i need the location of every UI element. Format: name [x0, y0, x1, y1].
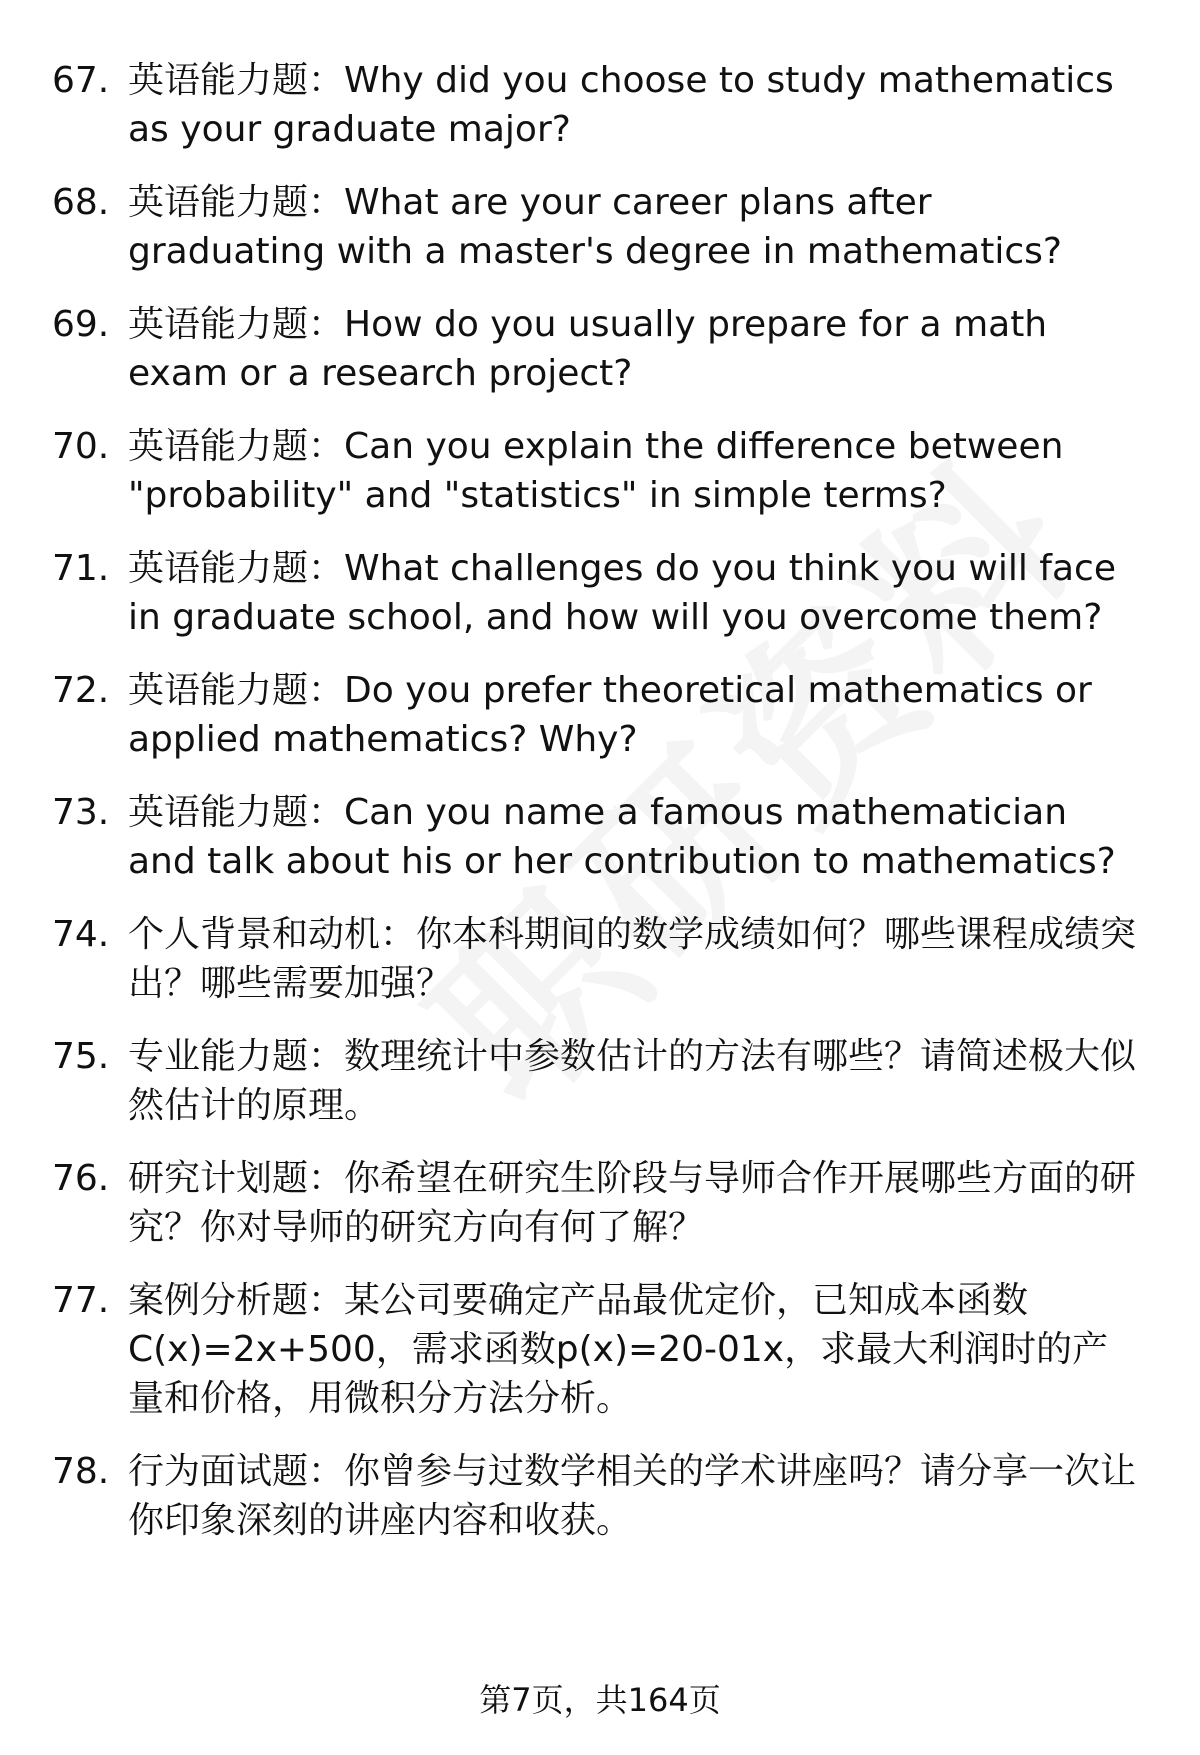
question-item	[52, 910, 1152, 1008]
question-number: 69.	[52, 304, 110, 345]
question-text: 案例分析题：某公司要确定产品最优定价，已知成本函数C(x)=2x+500，需求函数p(x)=20-01x，求最大利润时的产量和价格，用微积分方法分析。	[128, 1280, 1109, 1419]
question-number: 76.	[52, 1158, 110, 1199]
question-item	[52, 1447, 1152, 1545]
question-item	[52, 300, 1152, 398]
question-text: 行为面试题：你曾参与过数学相关的学术讲座吗？请分享一次让你印象深刻的讲座内容和收获。	[128, 1451, 1137, 1541]
question-number: 67.	[52, 60, 110, 101]
question-item	[52, 422, 1152, 520]
question-item	[52, 1154, 1152, 1252]
question-text: 英语能力题：How do you usually prepare for a math exam or a research project?	[128, 304, 1048, 394]
question-number: 77.	[52, 1280, 110, 1321]
question-text: 专业能力题：数理统计中参数估计的方法有哪些？请简述极大似然估计的原理。	[128, 1036, 1137, 1126]
question-number: 73.	[52, 792, 110, 833]
question-text: 英语能力题：Do you prefer theoretical mathematics or applied mathematics? Why?	[128, 670, 1092, 760]
question-text: 英语能力题：Can you explain the difference between "probability" and "statistics" in simple terms?	[128, 426, 1064, 516]
page-footer: 第7页，共164页	[479, 1681, 721, 1719]
question-item	[52, 666, 1152, 764]
question-number: 74.	[52, 914, 110, 955]
question-text: 英语能力题：What challenges do you think you will face in graduate school, and how will you overcome them?	[128, 548, 1116, 638]
question-item	[52, 1276, 1152, 1423]
question-item	[52, 178, 1152, 276]
question-text: 个人背景和动机：你本科期间的数学成绩如何？哪些课程成绩突出？哪些需要加强？	[128, 914, 1137, 1004]
question-item	[52, 544, 1152, 642]
question-number: 78.	[52, 1451, 110, 1492]
question-number: 75.	[52, 1036, 110, 1077]
question-text: 研究计划题：你希望在研究生阶段与导师合作开展哪些方面的研究？你对导师的研究方向有何了解？	[128, 1158, 1137, 1248]
question-text: 英语能力题：Can you name a famous mathematician and talk about his or her contribution to mathematics?	[128, 792, 1116, 882]
question-number: 68.	[52, 182, 110, 223]
question-number: 70.	[52, 426, 110, 467]
question-number: 72.	[52, 670, 110, 711]
question-text: 英语能力题：What are your career plans after graduating with a master's degree in mathematics?	[128, 182, 1063, 272]
question-list	[52, 56, 1152, 1569]
question-text: 英语能力题：Why did you choose to study mathematics as your graduate major?	[128, 60, 1114, 150]
question-number: 71.	[52, 548, 110, 589]
question-item	[52, 788, 1152, 886]
question-item	[52, 56, 1152, 154]
question-item	[52, 1032, 1152, 1130]
